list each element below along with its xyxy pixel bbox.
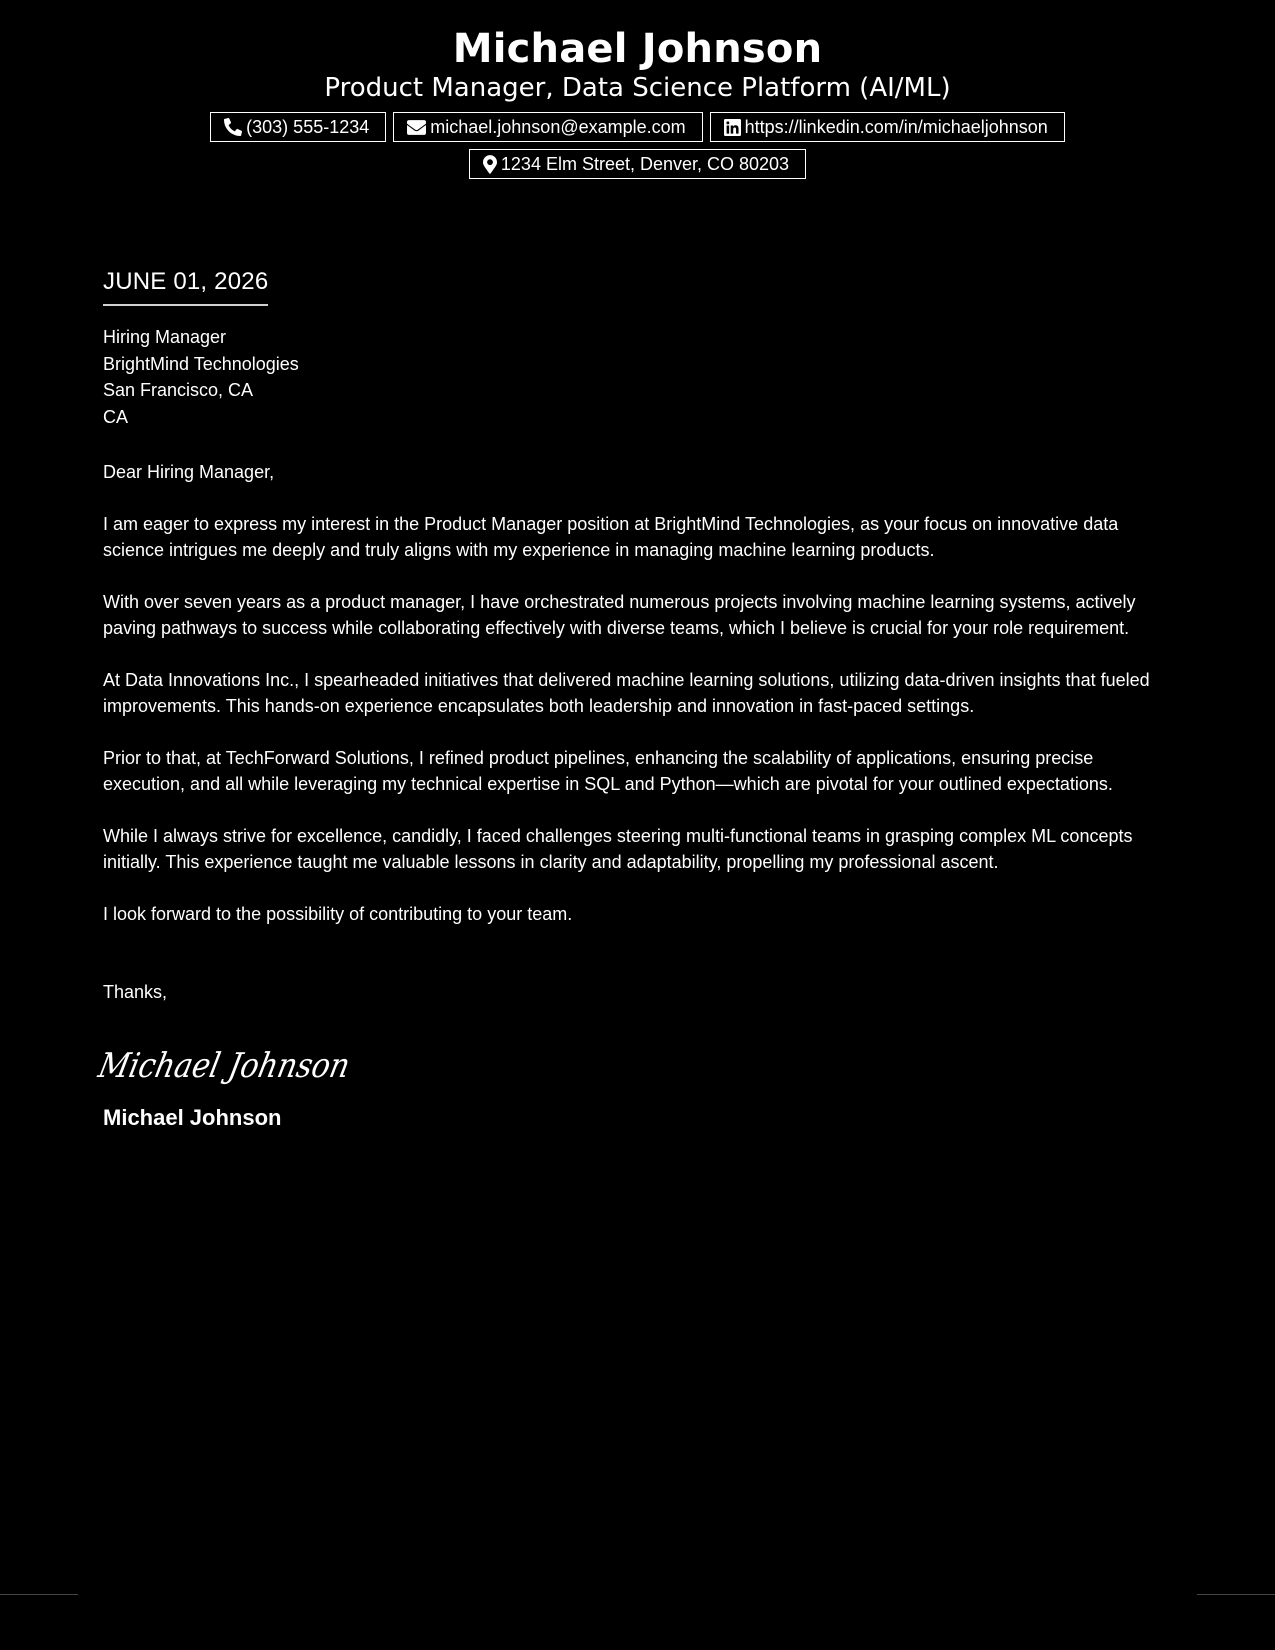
- body-paragraph: At Data Innovations Inc., I spearheaded initiatives that delivered machine learning solutions, utilizing data-driven insights that fueled improvements. This hands-on experience encapsulates both leadership and innovation in fast-paced settings.: [103, 670, 1150, 716]
- email-text: michael.johnson@example.com: [430, 116, 686, 137]
- contact-row-secondary: [0, 149, 1275, 179]
- recipient-block: [103, 324, 1178, 430]
- applicant-title: Product Manager, Data Science Platform (AI/ML): [324, 73, 951, 103]
- body-paragraph: I am eager to express my interest in the Product Manager position at BrightMind Technologies, as your focus on innovative data science intrigues me deeply and truly aligns with my experience in managing machine learning products.: [103, 514, 1119, 560]
- handwritten-signature: [95, 1039, 1178, 1087]
- letter-date: JUNE 01, 2026: [103, 262, 268, 306]
- salutation: Dear Hiring Manager,: [103, 462, 275, 482]
- closing: Thanks,: [103, 982, 168, 1002]
- linkedin-text: https://linkedin.com/in/michaeljohnson: [744, 116, 1048, 137]
- body-paragraph: With over seven years as a product manager, I have orchestrated numerous projects involving machine learning systems, actively paving pathways to success while collaborating effectively with diverse teams, which I believe is crucial for your role requirement.: [103, 592, 1136, 638]
- recipient-line: San Francisco, CA: [103, 380, 254, 400]
- address-text: 1234 Elm Street, Denver, CO 80203: [500, 153, 790, 174]
- body-paragraph: I look forward to the possibility of contributing to your team.: [103, 904, 573, 924]
- letter-body: [95, 262, 1178, 1133]
- letter-header: [0, 0, 1275, 179]
- linkedin-icon: [724, 119, 741, 136]
- contact-row-primary: [0, 112, 1275, 142]
- recipient-line: BrightMind Technologies: [103, 353, 299, 374]
- applicant-name: Michael Johnson: [452, 26, 823, 72]
- phone-icon: [224, 118, 242, 136]
- footer-rule-right: [1197, 1594, 1275, 1595]
- phone-text: (303) 555-1234: [246, 116, 370, 137]
- footer-rule-left: [0, 1594, 78, 1595]
- recipient-line: CA: [103, 406, 129, 427]
- svg-text:Michael Johnson: Michael Johnson: [95, 1046, 390, 1086]
- address-chip[interactable]: [469, 149, 806, 179]
- body-paragraph: While I always strive for excellence, candidly, I faced challenges steering multi-functional teams in grasping complex ML concepts initially. This experience taught me valuable lessons in clarity and adaptability, propelling my professional ascent.: [103, 826, 1133, 872]
- map-marker-icon: [483, 155, 497, 174]
- body-paragraph: Prior to that, at TechForward Solutions, I refined product pipelines, enhancing the scalability of applications, ensuring precise execution, and all while leveraging my technical expertise in SQL and Python—which are pivotal for your outlined expectations.: [103, 748, 1113, 794]
- signer-name: Michael Johnson: [103, 1105, 282, 1130]
- recipient-line: Hiring Manager: [103, 327, 227, 347]
- phone-chip[interactable]: [210, 112, 386, 142]
- linkedin-chip[interactable]: [710, 112, 1065, 142]
- envelope-icon: [407, 120, 426, 135]
- email-chip[interactable]: [393, 112, 702, 142]
